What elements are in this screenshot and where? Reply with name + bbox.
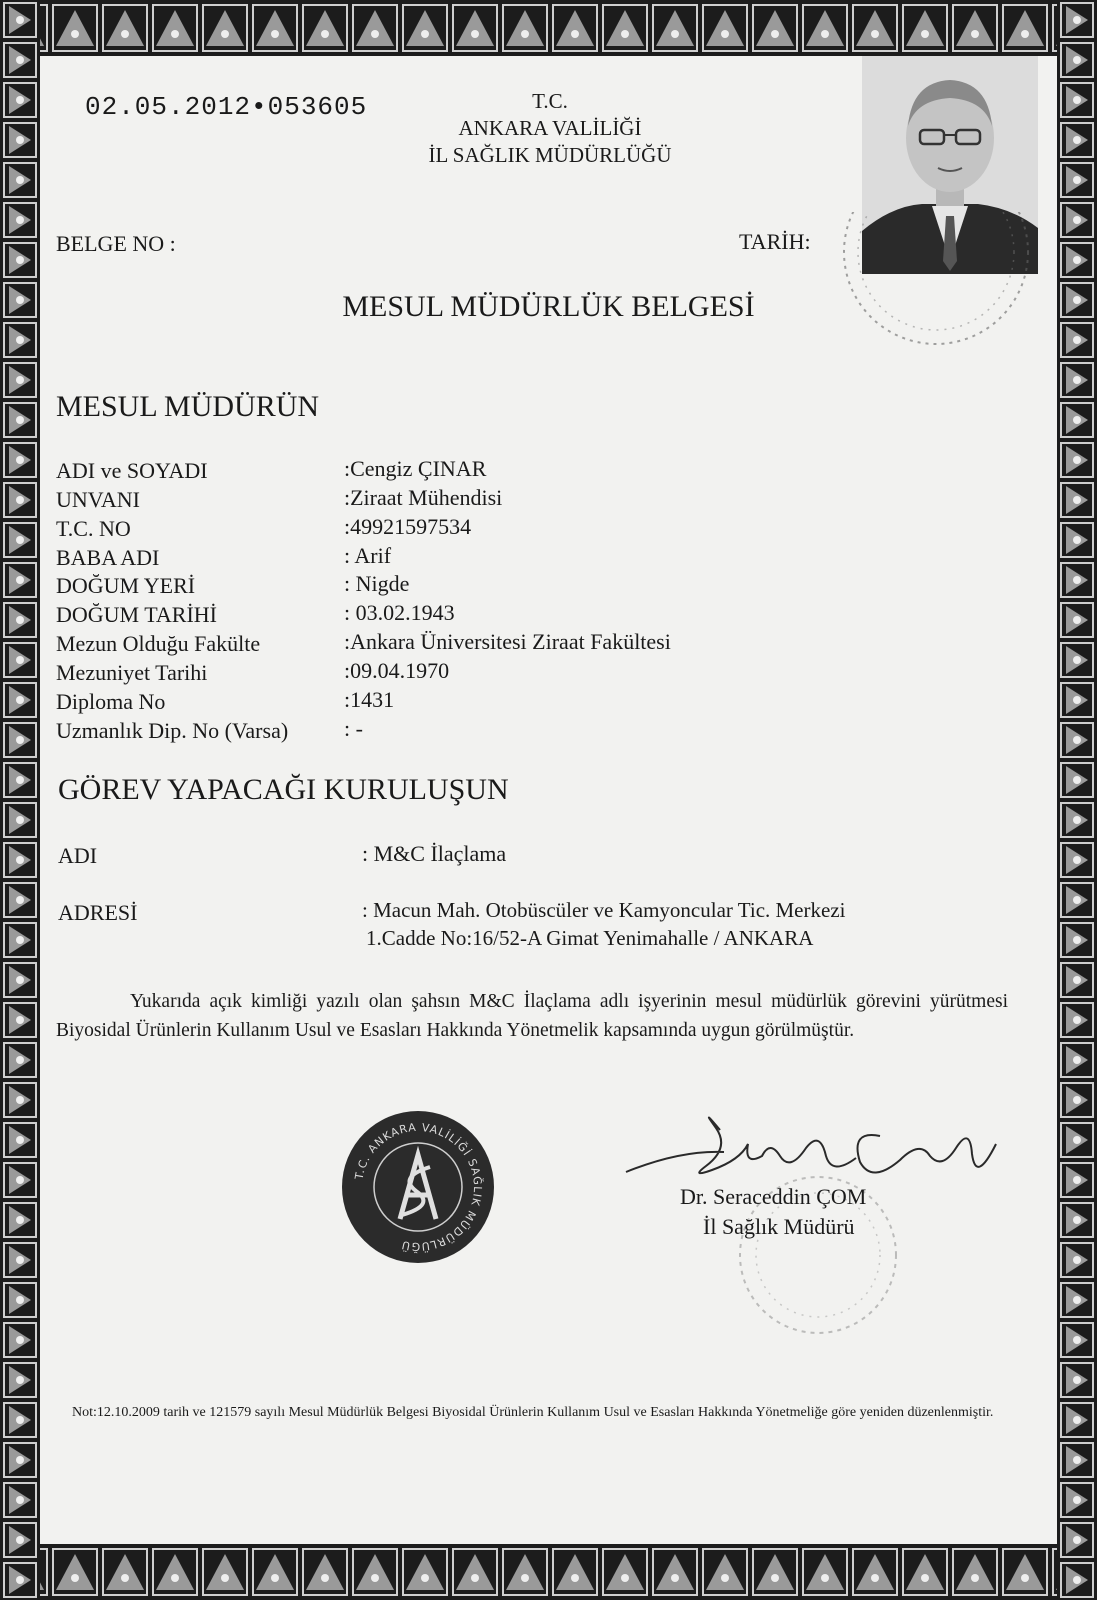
decorative-border-top bbox=[0, 0, 1097, 56]
field-label: T.C. NO bbox=[56, 516, 131, 541]
kurulus-adi-value: : M&C İlaçlama bbox=[362, 841, 507, 866]
field-label: BABA ADI bbox=[56, 545, 160, 570]
field-value: :Ankara Üniversitesi Ziraat Fakültesi bbox=[344, 629, 671, 654]
belge-no-label: BELGE NO : bbox=[56, 231, 176, 256]
field-label: DOĞUM TARİHİ bbox=[56, 602, 217, 627]
field-label: Uzmanlık Dip. No (Varsa) bbox=[56, 718, 289, 743]
document-title: MESUL MÜDÜRLÜK BELGESİ bbox=[342, 290, 755, 323]
decorative-border-left bbox=[0, 0, 40, 1600]
kurulus-adres-line1: : Macun Mah. Otobüscüler ve Kamyoncular Tic. Merkezi bbox=[362, 898, 846, 922]
footer-note: Not:12.10.2009 tarih ve 121579 sayılı Mesul Müdürlük Belgesi Biyosidal Ürünlerin Kullanım Usul ve Esasları Hakkında Yönetmeliğe göre yeniden düzenlenmiştir. bbox=[72, 1405, 994, 1420]
header-valilik: ANKARA VALİLİĞİ bbox=[458, 116, 642, 140]
header-mudurluk: İL SAĞLIK MÜDÜRLÜĞÜ bbox=[428, 143, 672, 167]
field-value: :09.04.1970 bbox=[344, 658, 450, 683]
field-value: : 03.02.1943 bbox=[344, 600, 455, 625]
kurulus-adres-label: ADRESİ bbox=[58, 900, 138, 925]
field-value: :Cengiz ÇINAR bbox=[344, 456, 487, 481]
registry-stamp-number: 02.05.2012•053605 bbox=[85, 92, 368, 122]
field-label: Mezun Olduğu Fakülte bbox=[56, 631, 261, 656]
field-value: : Nigde bbox=[344, 571, 410, 596]
field-value: :49921597534 bbox=[344, 514, 472, 539]
field-value: : - bbox=[344, 716, 363, 741]
field-label: ADI ve SOYADI bbox=[56, 458, 208, 483]
header-tc: T.C. bbox=[532, 89, 568, 113]
approval-paragraph bbox=[56, 987, 1008, 1045]
decorative-border-right bbox=[1057, 0, 1097, 1600]
official-seal bbox=[338, 1107, 498, 1267]
field-value: :Ziraat Mühendisi bbox=[344, 485, 503, 510]
signatory-title: İl Sağlık Müdürü bbox=[703, 1214, 855, 1239]
field-label: Mezuniyet Tarihi bbox=[56, 660, 208, 685]
tarih-label: TARİH: bbox=[739, 229, 811, 254]
approval-text: Yukarıda açık kimliği yazılı olan şahsın M&C İlaçlama adlı işyerinin mesul müdürlük görevini yürütmesi Biyosidal Ürünlerin Kullanım Usul ve Esasları Hakkında Yönetmelik kapsamında uygun görülmüştür. bbox=[56, 991, 1008, 1041]
field-label: Diploma No bbox=[56, 689, 166, 714]
faint-stamp-top bbox=[818, 212, 1032, 362]
kurulus-adres-line2: 1.Cadde No:16/52-A Gimat Yenimahalle / ANKARA bbox=[366, 926, 814, 950]
kurulus-adi-label: ADI bbox=[58, 843, 98, 868]
field-label: UNVANI bbox=[56, 487, 140, 512]
field-value: : Arif bbox=[344, 543, 392, 568]
section-heading-mesul-muduren: MESUL MÜDÜRÜN bbox=[56, 390, 320, 423]
field-label: DOĞUM YERİ bbox=[56, 573, 196, 598]
field-value: :1431 bbox=[344, 687, 395, 712]
decorative-border-bottom bbox=[0, 1544, 1097, 1600]
section-heading-kurulus: GÖREV YAPACAĞI KURULUŞUN bbox=[58, 773, 509, 806]
signatory-name: Dr. Seraceddin ÇOM bbox=[680, 1184, 867, 1209]
seal-text: T.C. ANKARA VALİLİĞİ SAĞLIK MÜDÜRLÜĞÜ bbox=[352, 1120, 485, 1254]
